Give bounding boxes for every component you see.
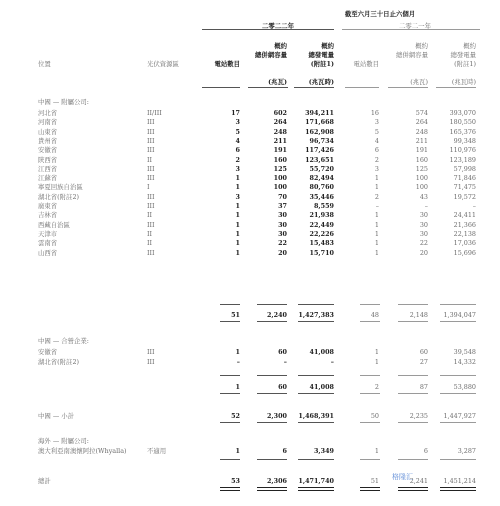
total-g21: 1,447,927 <box>443 412 476 420</box>
col-cap-2022-line-1: 總併網容量 <box>255 51 287 59</box>
row-g22: 21,938 <box>309 211 334 220</box>
row-n22: 1 <box>235 348 240 356</box>
row-resource: III <box>147 348 155 356</box>
row-n21: 3 <box>374 164 379 173</box>
row-resource: III <box>147 118 155 127</box>
row-n21: 2 <box>374 155 379 164</box>
col-location: 位置 <box>38 60 51 68</box>
col-gen-2022-line-2: (附註1) <box>310 60 334 68</box>
row-g22: 117,426 <box>305 146 334 155</box>
row-n21: 16 <box>370 109 379 117</box>
grand-total-double-rule-b-5 <box>440 490 476 491</box>
col-cap-2021-line-3: (兆瓦) <box>410 78 428 86</box>
row-n21: 1 <box>374 239 379 248</box>
grand-total-double-rule-a-0 <box>220 487 240 488</box>
subtotal-rule-4 <box>398 422 428 423</box>
col-gen-2021-line-0: 概約 <box>463 42 476 50</box>
row-location: 西藏自治區 <box>38 220 70 229</box>
section1-bottom-rule-4 <box>398 321 428 322</box>
row-location: 山東省 <box>38 127 58 136</box>
row-location: 江蘇省 <box>38 174 58 183</box>
row-location: 澳大利亞南澳懷阿拉(Whyalla) <box>38 447 127 455</box>
row-g22: 394,211 <box>305 109 334 117</box>
grand-total-double-rule-b-0 <box>220 490 240 491</box>
section2-top-rule-3 <box>360 375 380 376</box>
row-n22: 1 <box>235 239 240 248</box>
row-resource: 不適用 <box>147 447 167 455</box>
section2-top-rule-1 <box>257 375 287 376</box>
total-g22: 1,471,740 <box>298 477 334 485</box>
section-subsidiaries-title: 中國 — 附屬公司: <box>38 98 89 106</box>
row-location: 雲南省 <box>38 239 58 248</box>
subtotal-rule-3 <box>360 422 380 423</box>
row-g21: 393,070 <box>449 109 476 117</box>
col-cap-2021-line-1: 總併網容量 <box>396 51 428 59</box>
row-n21: 6 <box>374 146 379 155</box>
row-g22: 82,494 <box>309 174 334 183</box>
col-gen-2021-line-1: 總發電量 <box>450 51 476 59</box>
section3-rule-3 <box>360 459 380 460</box>
row-location: 江西省 <box>38 164 58 173</box>
section3-rule-4 <box>398 459 428 460</box>
section1-bottom-rule-1 <box>257 321 287 322</box>
total-c21: 87 <box>419 383 428 391</box>
subtotal-rule-1 <box>257 422 287 423</box>
row-g21: 110,976 <box>449 146 476 155</box>
total-c22: 2,240 <box>266 311 287 319</box>
col-gen-2021-line-3: (兆瓦時) <box>451 78 476 86</box>
row-n21: 1 <box>374 248 379 257</box>
row-c21: 125 <box>415 164 428 173</box>
subtotal-label: 中國 — 小計 <box>38 412 75 420</box>
row-resource: II <box>147 239 153 248</box>
section2-top-rule-0 <box>220 375 240 376</box>
row-location: 安徽省 <box>38 348 58 356</box>
row-g21: 39,548 <box>453 348 476 356</box>
row-n21: 3 <box>374 118 379 127</box>
section1-top-rule-3 <box>360 304 380 305</box>
col-gen-2022-line-0: 概約 <box>321 42 334 50</box>
row-n22: 6 <box>235 146 240 155</box>
period-heading: 截至六月三十日止六個月 <box>344 10 416 18</box>
col-resource: 光伏資源區 <box>147 60 179 68</box>
row-g21: 19,572 <box>453 192 476 201</box>
row-c21: 20 <box>419 248 428 257</box>
row-g21: 57,998 <box>453 164 476 173</box>
row-g22: 123,651 <box>305 155 334 164</box>
row-n21: – <box>375 202 379 210</box>
grand-total-double-rule-a-4 <box>398 487 428 488</box>
row-location: 河北省 <box>38 109 58 117</box>
row-location: 天津市 <box>38 229 58 238</box>
section2-top-rule-2 <box>298 375 334 376</box>
total-g22: 1,468,391 <box>298 412 334 420</box>
row-n22: 1 <box>235 220 240 229</box>
row-g22: 55,720 <box>309 164 334 173</box>
header-underline-1 <box>248 87 288 88</box>
row-c22: 100 <box>273 183 287 192</box>
total-c22: 60 <box>278 383 287 391</box>
total-n22: 53 <box>231 477 240 485</box>
section1-top-rule-5 <box>440 304 476 305</box>
row-g21: 71,846 <box>453 174 476 183</box>
year-2021-heading: 二零二一年 <box>399 22 431 30</box>
row-n21: 4 <box>374 136 379 145</box>
grand-total-double-rule-a-1 <box>257 487 287 488</box>
row-n22: 1 <box>235 447 240 455</box>
subtotal-rule-5 <box>440 422 476 423</box>
grand-total-double-rule-a-5 <box>440 487 476 488</box>
header-underline-3 <box>345 87 379 88</box>
col-gen-2022-line-1: 總發電量 <box>308 51 334 59</box>
section1-top-rule-4 <box>398 304 428 305</box>
row-c21: 160 <box>415 155 428 164</box>
row-n22: 5 <box>235 127 240 136</box>
section2-bottom-rule-3 <box>360 393 380 394</box>
row-c22: 125 <box>273 164 287 173</box>
row-n22: 17 <box>231 109 240 117</box>
row-n21: 1 <box>374 183 379 192</box>
row-c22: 30 <box>278 211 287 220</box>
section2-bottom-rule-0 <box>220 393 240 394</box>
row-g21: 3,287 <box>457 447 476 455</box>
row-c22: 20 <box>278 248 287 257</box>
row-g21: 14,332 <box>453 358 476 366</box>
total-n21: 50 <box>370 412 379 420</box>
section2-top-rule-4 <box>398 375 428 376</box>
row-location: 湖北省(附註2) <box>38 358 80 366</box>
row-n21: 1 <box>374 358 379 366</box>
row-g21: 17,036 <box>453 239 476 248</box>
row-g22: 162,908 <box>305 127 334 136</box>
subtotal-rule-0 <box>220 422 240 423</box>
row-resource: II <box>147 211 153 220</box>
row-resource: III <box>147 220 155 229</box>
row-n22: 1 <box>235 229 240 238</box>
total-g22: 1,427,383 <box>298 311 334 319</box>
row-c22: 30 <box>278 229 287 238</box>
year-2021-rule <box>342 29 480 30</box>
header-underline-5 <box>436 87 476 88</box>
row-resource: III <box>147 136 155 145</box>
row-c22: 6 <box>282 447 287 455</box>
row-c21: 43 <box>419 192 428 201</box>
row-g22: 80,760 <box>309 183 334 192</box>
row-location: 河南省 <box>38 118 58 127</box>
row-location: 山西省 <box>38 248 58 257</box>
row-n22: 1 <box>235 202 240 210</box>
row-c21: 248 <box>415 127 428 136</box>
row-g22: 35,446 <box>309 192 334 201</box>
total-n21: 2 <box>374 383 379 391</box>
row-g22: 22,449 <box>309 220 334 229</box>
section1-top-rule-0 <box>220 304 240 305</box>
row-location: 湖北省(附註2) <box>38 192 80 201</box>
row-c22: 160 <box>273 155 287 164</box>
row-c22: 191 <box>273 146 287 155</box>
row-c21: 191 <box>415 146 428 155</box>
row-c22: 248 <box>273 127 287 136</box>
row-c22: 602 <box>273 109 287 117</box>
row-g21: 71,475 <box>453 183 476 192</box>
row-g21: 24,411 <box>453 211 476 220</box>
row-g21: 165,376 <box>449 127 476 136</box>
row-c21: 22 <box>419 239 428 248</box>
section3-rule-2 <box>298 459 334 460</box>
section1-bottom-rule-0 <box>220 321 240 322</box>
row-g22: 15,483 <box>309 239 334 248</box>
grand-total-label: 總計 <box>38 477 51 485</box>
row-c21: 6 <box>423 447 428 455</box>
row-n21: 1 <box>374 229 379 238</box>
row-c22: 30 <box>278 220 287 229</box>
subtotal-rule-2 <box>298 422 334 423</box>
section1-top-rule-2 <box>298 304 334 305</box>
row-n22: 1 <box>235 248 240 257</box>
row-g22: 8,559 <box>313 202 334 210</box>
row-c21: 27 <box>419 358 428 366</box>
row-n22: 3 <box>235 164 240 173</box>
row-c21: – <box>424 202 428 210</box>
total-g21: 53,880 <box>453 383 476 391</box>
row-resource: II <box>147 229 153 238</box>
section3-rule-0 <box>220 459 240 460</box>
section1-bottom-rule-5 <box>440 321 476 322</box>
total-g21: 1,394,047 <box>443 311 476 319</box>
col-gen-2022-line-3: (兆瓦時) <box>308 78 334 86</box>
section3-rule-1 <box>257 459 287 460</box>
row-n22: 3 <box>235 118 240 127</box>
row-c21: 30 <box>419 229 428 238</box>
row-n21: 1 <box>374 220 379 229</box>
row-location: 陝西省 <box>38 155 58 164</box>
total-c21: 2,235 <box>409 412 428 420</box>
grand-total-double-rule-a-2 <box>298 487 334 488</box>
row-g22: 41,008 <box>309 348 334 356</box>
row-resource: II/III <box>147 109 162 117</box>
row-c22: 100 <box>273 174 287 183</box>
row-c21: 100 <box>415 174 428 183</box>
row-location: 安徽省 <box>38 146 58 155</box>
row-location: 寧夏回族自治區 <box>38 183 83 192</box>
row-g21: 180,550 <box>449 118 476 127</box>
row-g22: 22,226 <box>309 229 334 238</box>
row-c21: 264 <box>415 118 428 127</box>
row-c22: 60 <box>278 348 287 356</box>
row-n22: 1 <box>235 183 240 192</box>
section2-top-rule-5 <box>440 375 476 376</box>
section1-top-rule-1 <box>257 304 287 305</box>
row-resource: III <box>147 202 155 210</box>
grand-total-double-rule-b-3 <box>360 490 380 491</box>
row-c21: 100 <box>415 183 428 192</box>
total-g21: 1,451,214 <box>443 477 476 485</box>
row-c22: 211 <box>273 136 287 145</box>
col-gen-2021-line-2: (附註1) <box>454 60 476 68</box>
header-underline-0 <box>202 87 240 88</box>
row-g21: 123,189 <box>449 155 476 164</box>
row-c21: 30 <box>419 220 428 229</box>
section3-rule-5 <box>440 459 476 460</box>
row-g21: – <box>472 202 476 210</box>
row-n22: 2 <box>235 155 240 164</box>
section1-bottom-rule-3 <box>360 321 380 322</box>
row-location: 貴州省 <box>38 136 58 145</box>
row-g22: 171,668 <box>305 118 334 127</box>
total-n21: 51 <box>370 477 379 485</box>
row-g22: 15,710 <box>309 248 334 257</box>
row-c22: 70 <box>278 192 287 201</box>
total-n21: 48 <box>370 311 379 319</box>
total-n22: 51 <box>231 311 240 319</box>
row-resource: II <box>147 155 153 164</box>
total-n22: 52 <box>231 412 240 420</box>
row-c21: 574 <box>415 109 428 117</box>
row-resource: III <box>147 192 155 201</box>
row-n21: 2 <box>374 192 379 201</box>
row-location: 吉林省 <box>38 211 58 220</box>
row-c22: 264 <box>273 118 287 127</box>
row-g21: 22,138 <box>453 229 476 238</box>
grand-total-double-rule-a-3 <box>360 487 380 488</box>
row-resource: III <box>147 248 155 257</box>
row-resource: III <box>147 164 155 173</box>
year-2022-heading: 二零二二年 <box>262 22 294 30</box>
row-g22: 96,734 <box>309 136 334 145</box>
row-g21: 99,348 <box>453 136 476 145</box>
total-c22: 2,300 <box>266 412 287 420</box>
row-location: 廣東省 <box>38 202 58 210</box>
section-jv-title: 中國 — 合營企業: <box>38 337 89 345</box>
col-stations-2022: 電站數目 <box>214 60 240 68</box>
header-underline-4 <box>388 87 428 88</box>
row-n22: 4 <box>235 136 240 145</box>
col-cap-2022-line-0: 概約 <box>274 42 287 50</box>
row-g21: 15,696 <box>453 248 476 257</box>
section2-bottom-rule-4 <box>398 393 428 394</box>
total-g22: 41,008 <box>309 383 334 391</box>
row-n21: 1 <box>374 174 379 183</box>
row-g22: 3,349 <box>313 447 334 455</box>
row-resource: I <box>147 183 150 192</box>
row-g22: – <box>330 358 334 366</box>
row-c22: 37 <box>278 202 287 210</box>
row-n22: 1 <box>235 211 240 220</box>
row-n22: – <box>236 358 240 366</box>
total-c21: 2,148 <box>409 311 428 319</box>
section-overseas-title: 海外 — 附屬公司: <box>38 437 89 445</box>
row-c21: 30 <box>419 211 428 220</box>
section2-bottom-rule-5 <box>440 393 476 394</box>
row-n21: 1 <box>374 211 379 220</box>
row-resource: III <box>147 146 155 155</box>
col-cap-2022-line-3: (兆瓦) <box>268 78 287 86</box>
grand-total-double-rule-b-1 <box>257 490 287 491</box>
row-resource: III <box>147 127 155 136</box>
section2-bottom-rule-1 <box>257 393 287 394</box>
year-2022-rule <box>202 29 334 30</box>
row-c22: – <box>283 358 287 366</box>
row-c22: 22 <box>278 239 287 248</box>
row-n21: 5 <box>374 127 379 136</box>
row-c21: 211 <box>415 136 428 145</box>
total-n22: 1 <box>235 383 240 391</box>
row-n22: 3 <box>235 192 240 201</box>
total-c22: 2,306 <box>266 477 287 485</box>
col-stations-2021: 電站數目 <box>353 60 379 68</box>
row-c21: 60 <box>419 348 428 356</box>
grand-total-double-rule-b-4 <box>398 490 428 491</box>
row-n21: 1 <box>374 348 379 356</box>
section1-bottom-rule-2 <box>298 321 334 322</box>
row-n22: 1 <box>235 174 240 183</box>
header-underline-2 <box>294 87 334 88</box>
total-c21: 2,241 <box>409 477 428 485</box>
section2-bottom-rule-2 <box>298 393 334 394</box>
row-n21: 1 <box>374 447 379 455</box>
row-g21: 21,366 <box>453 220 476 229</box>
col-cap-2021-line-0: 概約 <box>415 42 428 50</box>
grand-total-double-rule-b-2 <box>298 490 334 491</box>
watermark-logo: 格隆汇 <box>392 473 413 481</box>
row-resource: III <box>147 174 155 183</box>
row-resource: III <box>147 358 155 366</box>
